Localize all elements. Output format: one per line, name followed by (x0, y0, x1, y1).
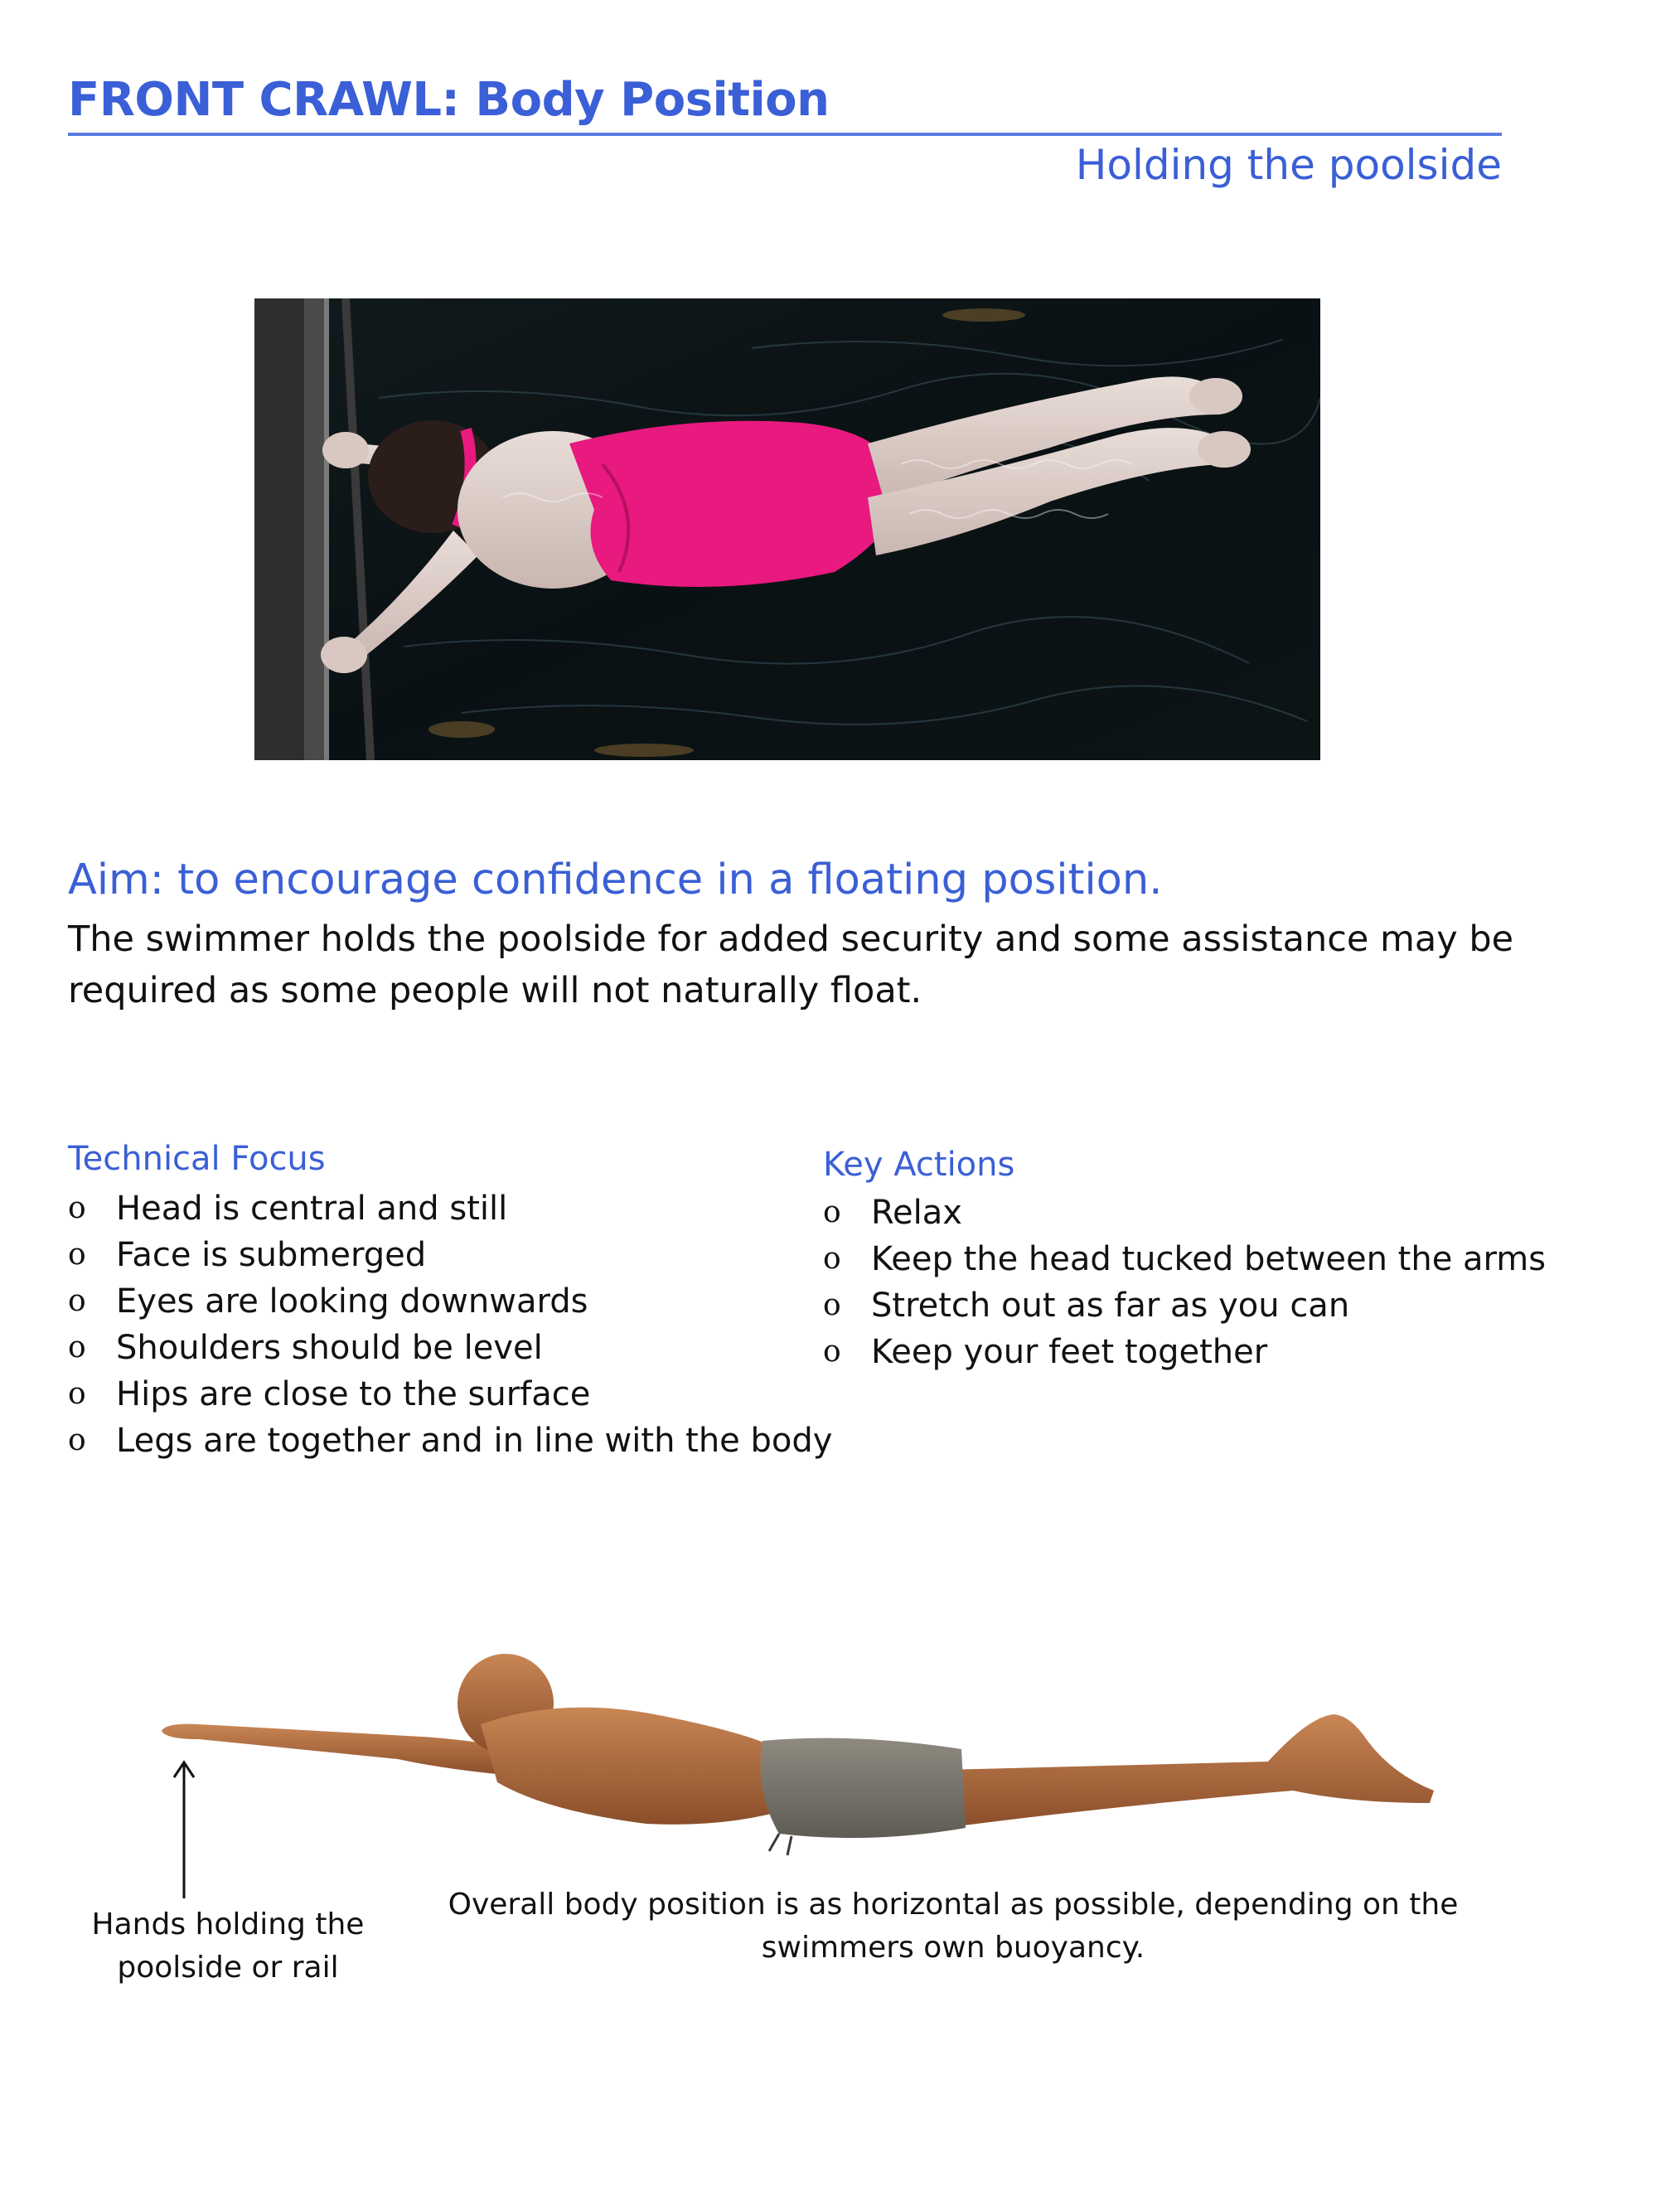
list-item-text: Hips are close to the surface (116, 1375, 591, 1413)
up-arrow-icon (170, 1759, 198, 1898)
swimmer-photo-illustration (254, 298, 1320, 760)
bullet-marker: o (823, 1288, 841, 1322)
key-actions-list (823, 1190, 1546, 1375)
bullet-marker: o (68, 1331, 86, 1364)
list-item (68, 1325, 832, 1371)
list-item-text: Relax (871, 1194, 962, 1232)
page-title: FRONT CRAWL: Body Position (68, 73, 830, 127)
bullet-marker: o (68, 1191, 86, 1225)
bullet-marker: o (68, 1238, 86, 1272)
list-item (823, 1236, 1546, 1282)
swimmer-photo (254, 298, 1320, 760)
technical-focus-list (68, 1185, 832, 1464)
bullet-marker: o (823, 1335, 841, 1369)
body-position-figure (149, 1616, 1459, 1890)
bullet-marker: o (68, 1377, 86, 1411)
title-divider (68, 133, 1502, 136)
list-item-text: Face is submerged (116, 1236, 427, 1274)
bullet-marker: o (823, 1195, 841, 1229)
list-item-text: Legs are together and in line with the body (116, 1422, 833, 1460)
list-item-text: Keep the head tucked between the arms (871, 1240, 1547, 1278)
list-item-text: Keep your feet together (871, 1333, 1268, 1371)
list-item (823, 1190, 1546, 1236)
list-item (823, 1329, 1546, 1375)
list-item-text: Shoulders should be level (116, 1329, 543, 1367)
list-item (68, 1418, 832, 1464)
overall-position-caption: Overall body position is as horizontal as possible, depending on the swimmers own buoyancy. (448, 1888, 1459, 1965)
list-item (68, 1371, 832, 1418)
hands-caption: Hands holding the poolside or rail (91, 1907, 365, 1985)
bullet-marker: o (823, 1242, 841, 1276)
list-item-text: Eyes are looking downwards (116, 1282, 588, 1321)
page-subtitle: Holding the poolside (1075, 141, 1502, 189)
aim-description: The swimmer holds the poolside for added security and some assistance may be required as some people will not naturally float. (68, 919, 1514, 1011)
figure-illustration (149, 1616, 1459, 1890)
list-item (68, 1185, 832, 1232)
aim-heading: Aim: to encourage confidence in a floating position. (68, 855, 1163, 904)
list-item (823, 1282, 1546, 1329)
list-item-text: Stretch out as far as you can (871, 1287, 1350, 1325)
list-item-text: Head is central and still (116, 1190, 508, 1228)
bullet-marker: o (68, 1284, 86, 1318)
bullet-marker: o (68, 1423, 86, 1457)
technical-focus-heading: Technical Focus (68, 1140, 326, 1178)
key-actions-heading: Key Actions (823, 1146, 1015, 1184)
list-item (68, 1232, 832, 1278)
list-item (68, 1278, 832, 1325)
